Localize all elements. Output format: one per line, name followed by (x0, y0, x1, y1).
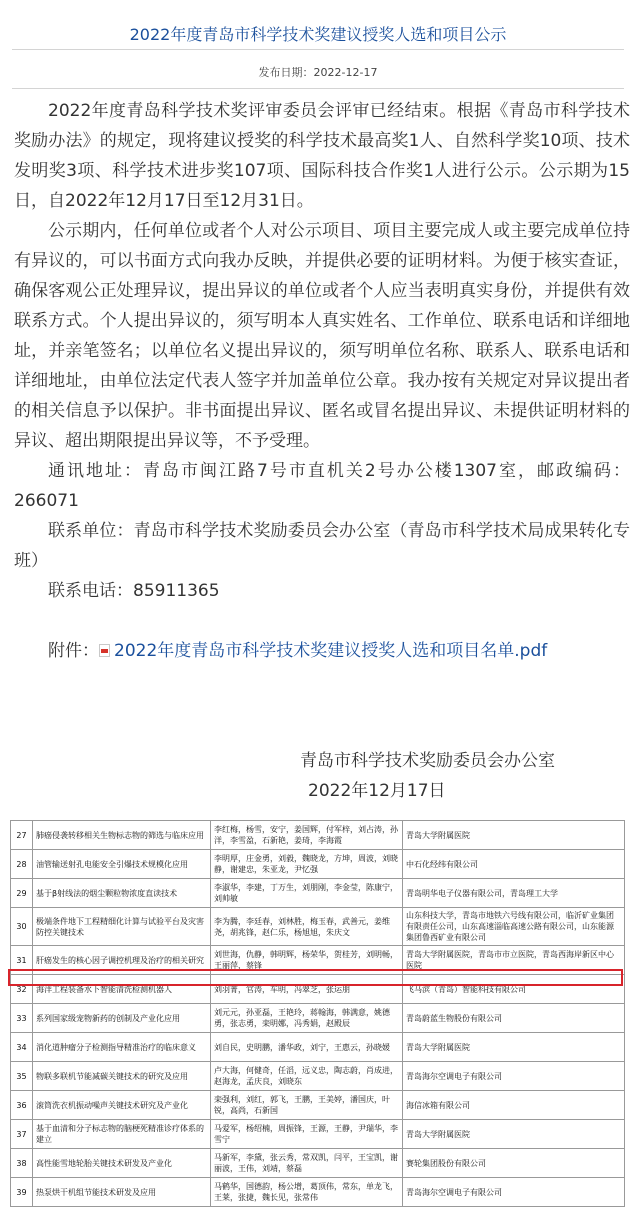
project-name: 消化道肿瘤分子检测指导精准治疗的临床意义 (33, 1033, 211, 1062)
completing-units: 山东科技大学，青岛市地铁六号线有限公司，临沂矿业集团有限责任公司，山东高速淄临高速公路有限公司，山东能源集团鲁西矿业有限公司 (403, 908, 625, 946)
row-number: 27 (11, 821, 33, 850)
contact-phone: 联系电话：85911365 (48, 581, 220, 601)
row-number: 29 (11, 879, 33, 908)
completers: 刘元元，孙亚磊，王艳玲，蒋翰海，韩满意，姚德勇，张志勇，栾明娜，冯秀娟，赵殿辰 (211, 1004, 403, 1033)
contact-address: 通讯地址：青岛市闽江路7号市直机关2号办公楼1307室，邮政编码：266071 (14, 461, 630, 511)
row-number: 35 (11, 1062, 33, 1091)
table-row (11, 821, 625, 850)
completers: 卢大海，何健奇，任滔，远义忠，陶志蔚，肖成进，赵海龙，孟庆良，刘晓东 (211, 1062, 403, 1091)
completers: 刘自民，史明鹏，潘华政，刘宁，王惠云，孙晓媛 (211, 1033, 403, 1062)
completing-units: 青岛大学附属医院 (403, 1120, 625, 1149)
completers: 李明厚，庄金勇，刘毅，魏晓龙，方坤，周波，刘晓静，谢建忠，朱亚龙，尹忆强 (211, 850, 403, 879)
completing-units: 赛轮集团股份有限公司 (403, 1149, 625, 1178)
row-number: 28 (11, 850, 33, 879)
signature-org: 青岛市科学技术奖励委员会办公室 (300, 751, 555, 771)
attachment-pdf-link[interactable]: 2022年度青岛市科学技术奖建议授奖人选和项目名单.pdf (114, 641, 548, 661)
project-name: 热泵烘干机组节能技术研发及应用 (33, 1178, 211, 1207)
row-number: 32 (11, 975, 33, 1004)
project-name: 物联多联机节能减碳关键技术的研究及应用 (33, 1062, 211, 1091)
project-name: 系列国家级宠物新药的创制及产业化应用 (33, 1004, 211, 1033)
signature-block (300, 746, 600, 806)
publish-date: 发布日期：2022-12-17 (258, 66, 378, 79)
completing-units: 中石化经纬有限公司 (403, 850, 625, 879)
attachment-line (14, 636, 630, 666)
project-name: 肝癌发生的核心因子调控机理及治疗的相关研究 (33, 946, 211, 975)
row-number: 37 (11, 1120, 33, 1149)
completing-units: 青岛海尔空调电子有限公司 (403, 1178, 625, 1207)
project-name: 基于β射线法的烟尘颗粒物浓度直读技术 (33, 879, 211, 908)
completers: 李红梅，杨雪，安宁，姜国辉，付军梓，刘占涛，孙洋，李雪盈，石新艳，姜琦，李海霞 (211, 821, 403, 850)
project-name: 高性能雪地轮胎关键技术研发及产业化 (33, 1149, 211, 1178)
completing-units: 青岛大学附属医院，青岛市市立医院，青岛西海岸新区中心医院 (403, 946, 625, 975)
row-number: 39 (11, 1178, 33, 1207)
project-name: 海洋工程装备水下智能清洗检测机器人 (33, 975, 211, 1004)
completers: 马爱军，杨绍楠，周振锋，王源，王静，尹瑞华，李雪宁 (211, 1120, 403, 1149)
table-row (11, 975, 625, 1004)
project-name: 油管输送射孔电能安全引爆技术规模化应用 (33, 850, 211, 879)
completers: 栾强利，刘红，郭飞，王鹏，王美婷，潘国庆，叶锐，高尚，石新国 (211, 1091, 403, 1120)
row-number: 30 (11, 908, 33, 946)
completers: 马鹤华，国德韵，杨公增，葛顶伟，常东，单龙飞，王莱，张捷，魏长见，张常伟 (211, 1178, 403, 1207)
completing-units: 青岛大学附属医院 (403, 821, 625, 850)
table-row (11, 1091, 625, 1120)
row-number: 34 (11, 1033, 33, 1062)
paragraph-objection: 公示期内，任何单位或者个人对公示项目、项目主要完成人或主要完成单位持有异议的，可以书面方式向我办反映，并提供必要的证明材料。为便于核实查证，确保客观公正处理异议，提出异议的单位或者个人应当表明真实身份，并提供有效联系方式。个人提出异议的，须写明本人真实姓名、工作单位、联系电话和详细地址，并亲笔签名；以单位名义提出异议的，须写明单位名称、联系人、联系电话和详细地址，由单位法定代表人签字并加盖单位公章。我办按有关规定对异议提出者的相关信息予以保护。非书面提出异议、匿名或冒名提出异议、未提供证明材料的异议、超出期限提出异议等，不予受理。 (14, 221, 630, 451)
contact-unit: 联系单位：青岛市科学技术奖励委员会办公室（青岛市科学技术局成果转化专班） (14, 521, 630, 571)
paragraph-intro: 2022年度青岛科学技术奖评审委员会评审已经结束。根据《青岛市科学技术奖励办法》的规定，现将建议授奖的科学技术最高奖1人、自然科学奖10项、技术发明奖3项、科学技术进步奖107项、国际科技合作奖1人进行公示。公示期为15日，自2022年12月17日至12月31日。 (14, 101, 630, 211)
completers: 李淑华，李建，丁万生，刘朋刚，李金莹，陈康宁，刘帅敏 (211, 879, 403, 908)
table-row (11, 1062, 625, 1091)
table-row (11, 1178, 625, 1207)
table-row (11, 1149, 625, 1178)
completing-units: 青岛明华电子仪器有限公司，青岛理工大学 (403, 879, 625, 908)
row-number: 36 (11, 1091, 33, 1120)
completing-units: 海信冰箱有限公司 (403, 1091, 625, 1120)
project-name: 肺癌侵袭转移相关生物标志物的筛选与临床应用 (33, 821, 211, 850)
completers: 刘世海，仇静，韩明辉，杨荣华，贺桂芳，刘明畅，王丽萍，蔡锋 (211, 946, 403, 975)
table-row (11, 946, 625, 975)
table-row (11, 908, 625, 946)
completing-units: 青岛大学附属医院 (403, 1033, 625, 1062)
completers: 刘羽菁，官涛，车明，冯翠芝，张运朋 (211, 975, 403, 1004)
completing-units: 青岛蔚蓝生物股份有限公司 (403, 1004, 625, 1033)
project-name: 滚筒洗衣机振动噪声关键技术研究及产业化 (33, 1091, 211, 1120)
pdf-file-icon (99, 644, 110, 657)
table-row (11, 850, 625, 879)
award-list-table (10, 820, 625, 1207)
project-name: 极端条件地下工程精细化计算与试验平台及灾害防控关键技术 (33, 908, 211, 946)
page-title: 2022年度青岛市科学技术奖建议授奖人选和项目公示 (129, 25, 507, 44)
attachment-label: 附件： (48, 641, 99, 661)
table-row (11, 1120, 625, 1149)
table-row (11, 1004, 625, 1033)
signature-date: 2022年12月17日 (308, 781, 446, 801)
completers: 李为腾，李廷春，刘林胜，梅玉春，武善元，姜维尧，胡兆锋，赵仁乐，杨旭旭，朱庆文 (211, 908, 403, 946)
row-number: 33 (11, 1004, 33, 1033)
title-divider (12, 49, 624, 50)
completers: 马新军，李黛，张云秀，常双凯，闫平，王宝凯，谢丽波，王伟，刘靖，蔡磊 (211, 1149, 403, 1178)
project-name: 基于血清和分子标志物的脑梗死精准诊疗体系的建立 (33, 1120, 211, 1149)
completing-units: 青岛海尔空调电子有限公司 (403, 1062, 625, 1091)
row-number: 38 (11, 1149, 33, 1178)
date-divider (12, 88, 624, 89)
notice-body (14, 96, 630, 666)
completing-units: 飞马滨（青岛）智能科技有限公司 (403, 975, 625, 1004)
table-row (11, 1033, 625, 1062)
row-number: 31 (11, 946, 33, 975)
table-row (11, 879, 625, 908)
